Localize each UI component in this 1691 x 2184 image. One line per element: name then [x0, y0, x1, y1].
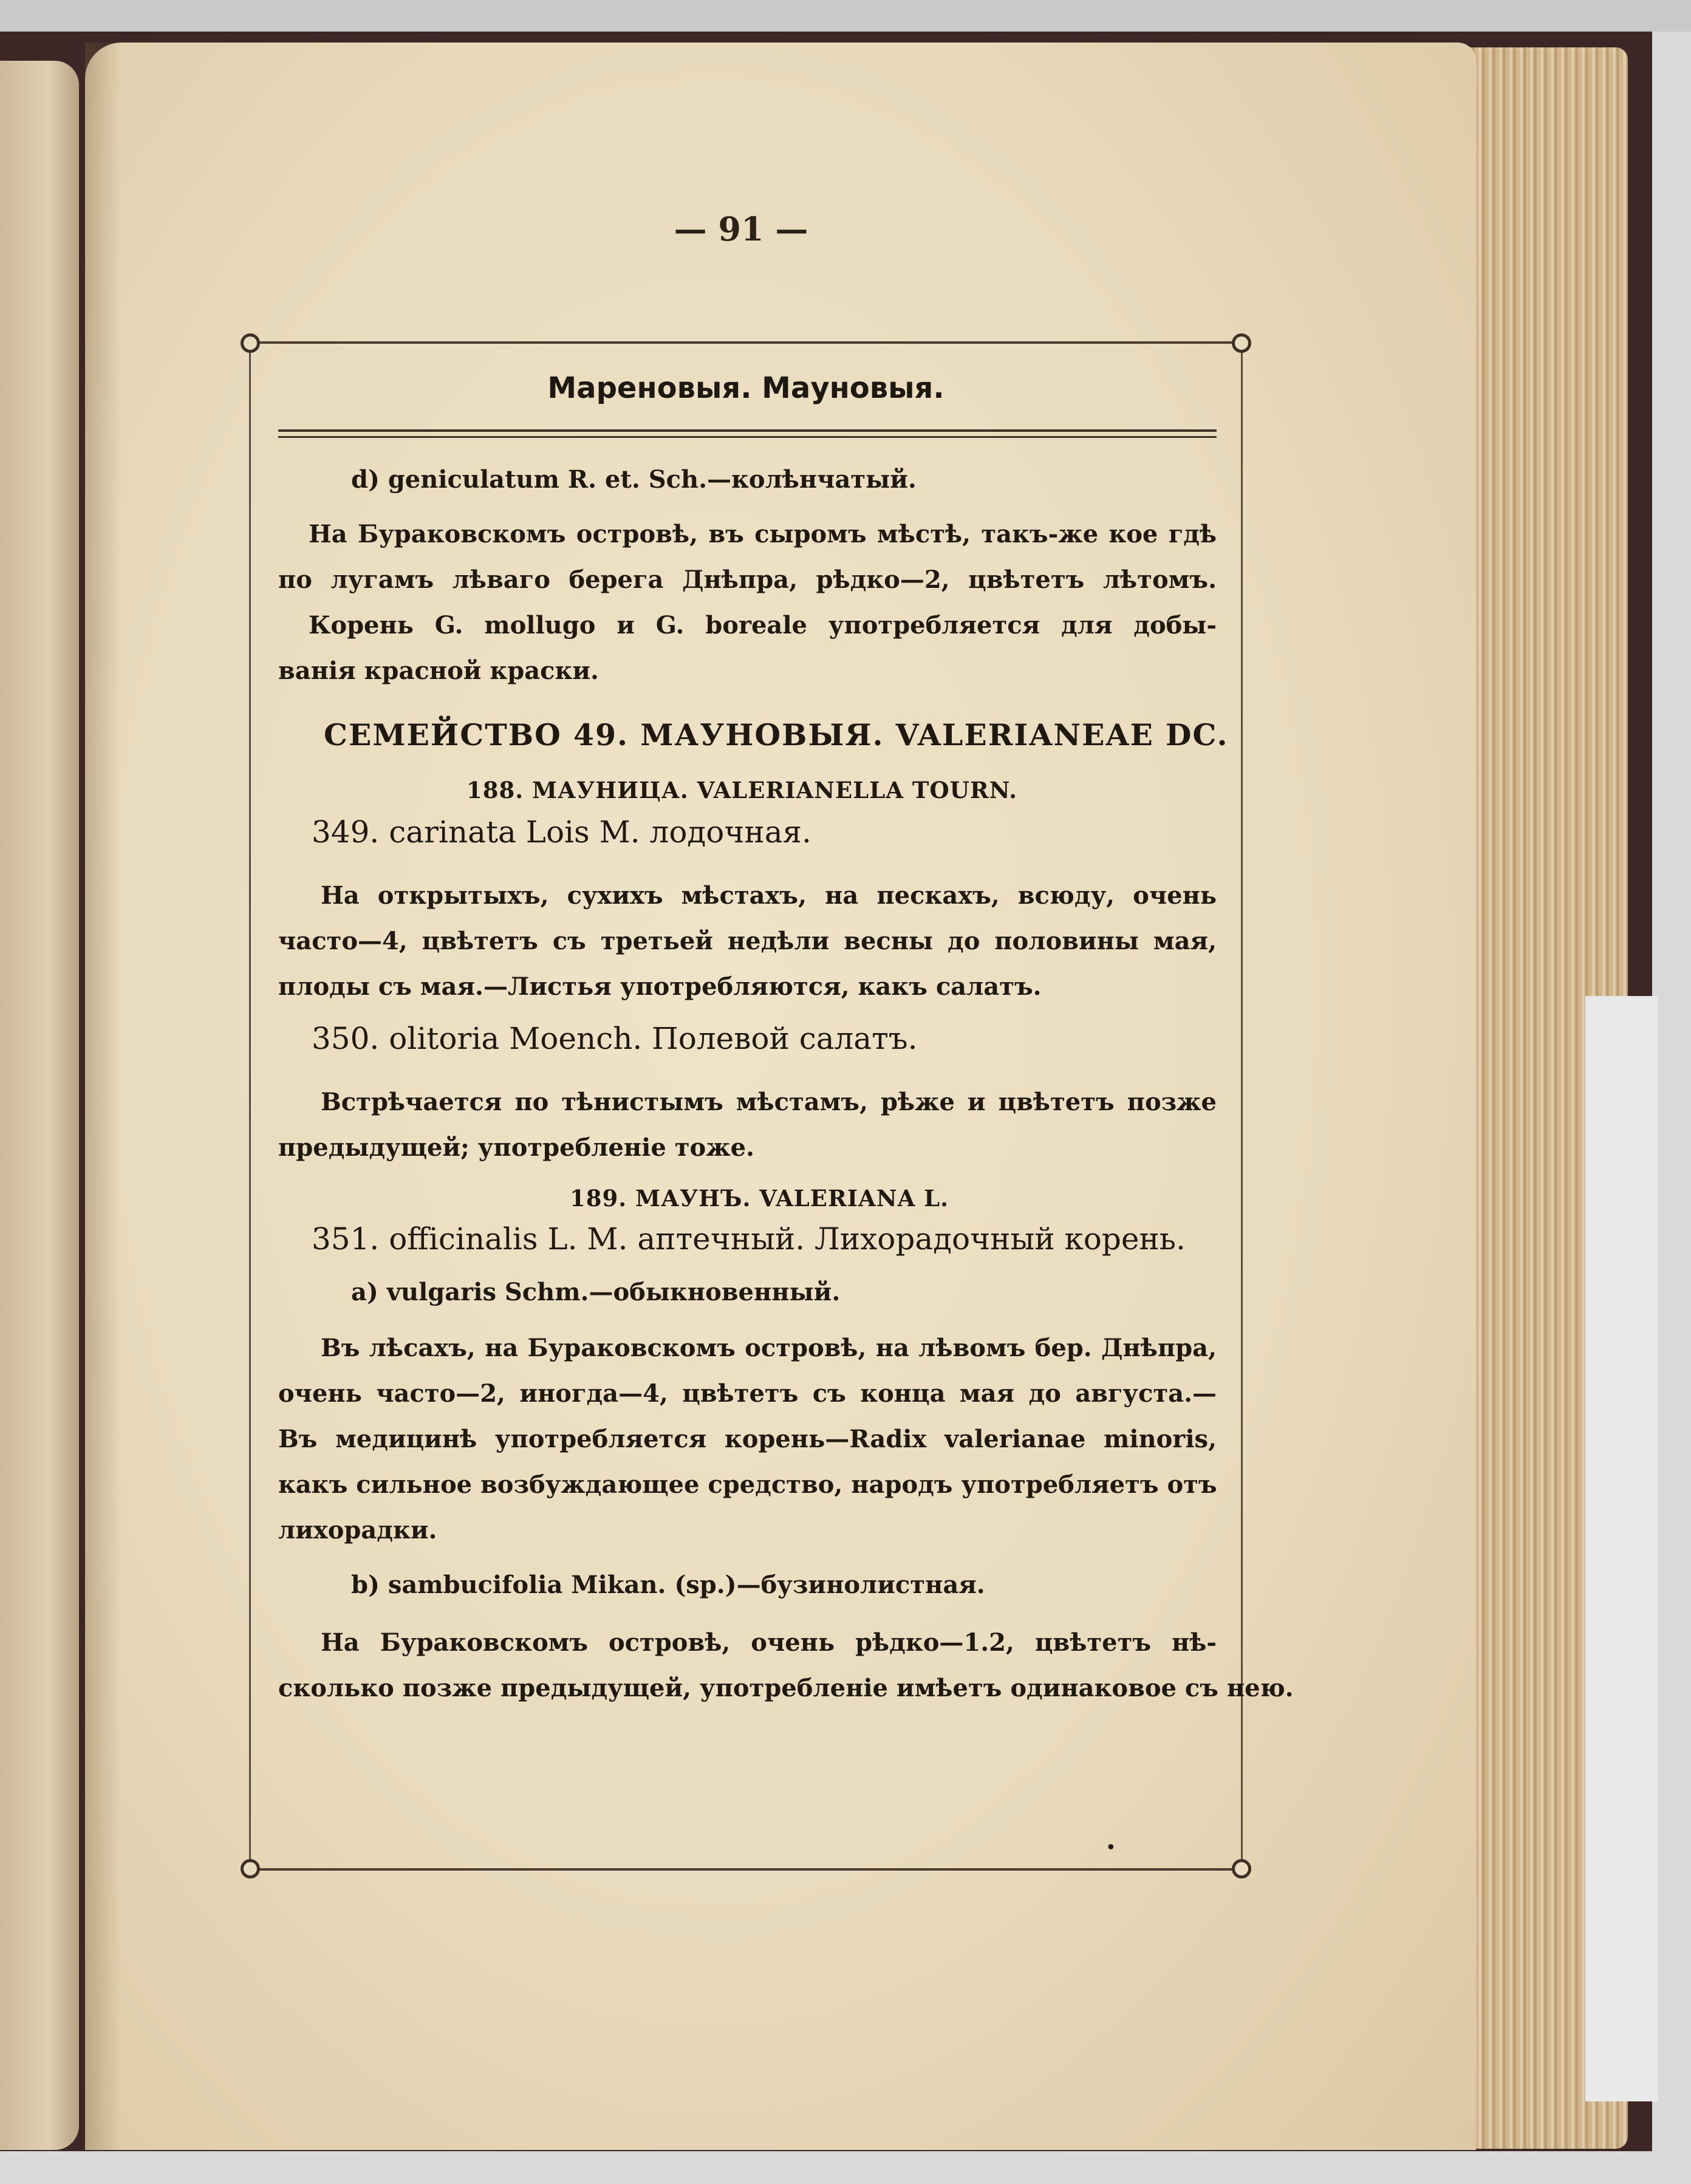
book-page	[85, 43, 1476, 2150]
left-page-edge	[0, 61, 79, 2150]
header-rule	[278, 436, 1217, 438]
text-line: часто—4, цвѣтетъ съ третьей недѣли весны до половины мая,	[278, 927, 1217, 955]
text-line: предыдущей; употребленіе тоже.	[278, 1133, 754, 1162]
text-line: Встрѣчается по тѣнистымъ мѣстамъ, рѣже и цвѣтетъ позже	[321, 1088, 1217, 1116]
species-heading: 350. olitoria Moench. Полевой салатъ.	[312, 1021, 918, 1056]
ornament-corner-icon	[241, 1859, 260, 1879]
header-rule	[278, 429, 1217, 432]
text-frame	[249, 341, 1294, 1871]
text-line: сколько позже предыдущей, употребленіе имѣетъ одинаковое съ нею.	[278, 1674, 1294, 1702]
text-line: На Бураковскомъ островѣ, очень рѣдко—1.2, цвѣтетъ нѣ-	[321, 1628, 1217, 1657]
genus-heading: 189. МАУНЪ. VALERIANA L.	[570, 1185, 949, 1212]
genus-heading: 188. МАУНИЦА. VALERIANELLA TOURN.	[466, 777, 1017, 804]
ornament-corner-icon	[1232, 1859, 1251, 1879]
text-line: лихорадки.	[278, 1516, 437, 1544]
text-line: какъ сильное возбуждающее средство, народъ употребляетъ отъ	[278, 1470, 1217, 1499]
scan-background-top	[0, 0, 1691, 32]
text-line: Въ лѣсахъ, на Бураковскомъ островѣ, на лѣвомъ бер. Днѣпра,	[321, 1334, 1217, 1362]
species-heading: 351. officinalis L. M. аптечный. Лихорадочный корень.	[312, 1221, 1186, 1257]
scan-margin-strip	[1585, 996, 1658, 2101]
variety-line: b) sambucifolia Mikan. (sp.)—бузинолистная.	[351, 1571, 985, 1599]
text-line: На Бураковскомъ островѣ, въ сыромъ мѣстѣ, такъ-же кое гдѣ	[309, 520, 1217, 548]
print-mark: •	[1105, 1837, 1116, 1858]
species-heading: 349. carinata Lois M. лодочная.	[312, 814, 811, 850]
family-heading: СЕМЕЙСТВО 49. МАУНОВЫЯ. VALERIANEAE DC.	[324, 717, 1229, 752]
ornament-corner-icon	[1232, 333, 1251, 353]
page-number: — 91 —	[674, 210, 808, 248]
text-line: Корень G. mollugo и G. boreale употребляется для добы-	[309, 611, 1217, 640]
text-line: Въ медицинѣ употребляется корень—Radix valerianae minoris,	[278, 1425, 1217, 1453]
text-line: На открытыхъ, сухихъ мѣстахъ, на пескахъ, всюду, очень	[321, 881, 1217, 910]
running-head: Мареновыя. Мауновыя.	[547, 371, 945, 405]
variety-line: d) geniculatum R. et. Sch.—колѣнчатый.	[351, 465, 917, 494]
text-line: очень часто—2, иногда—4, цвѣтетъ съ конца мая до августа.—	[278, 1379, 1217, 1408]
ornament-corner-icon	[241, 333, 260, 353]
text-line: ванія красной краски.	[278, 657, 599, 685]
text-line: плоды съ мая.—Листья употребляются, какъ салатъ.	[278, 972, 1042, 1001]
variety-line: a) vulgaris Schm.—обыкновенный.	[351, 1278, 841, 1306]
text-line: по лугамъ лѣваго берега Днѣпра, рѣдко—2, цвѣтетъ лѣтомъ.	[278, 565, 1217, 594]
page-gutter-shadow	[85, 43, 121, 2150]
